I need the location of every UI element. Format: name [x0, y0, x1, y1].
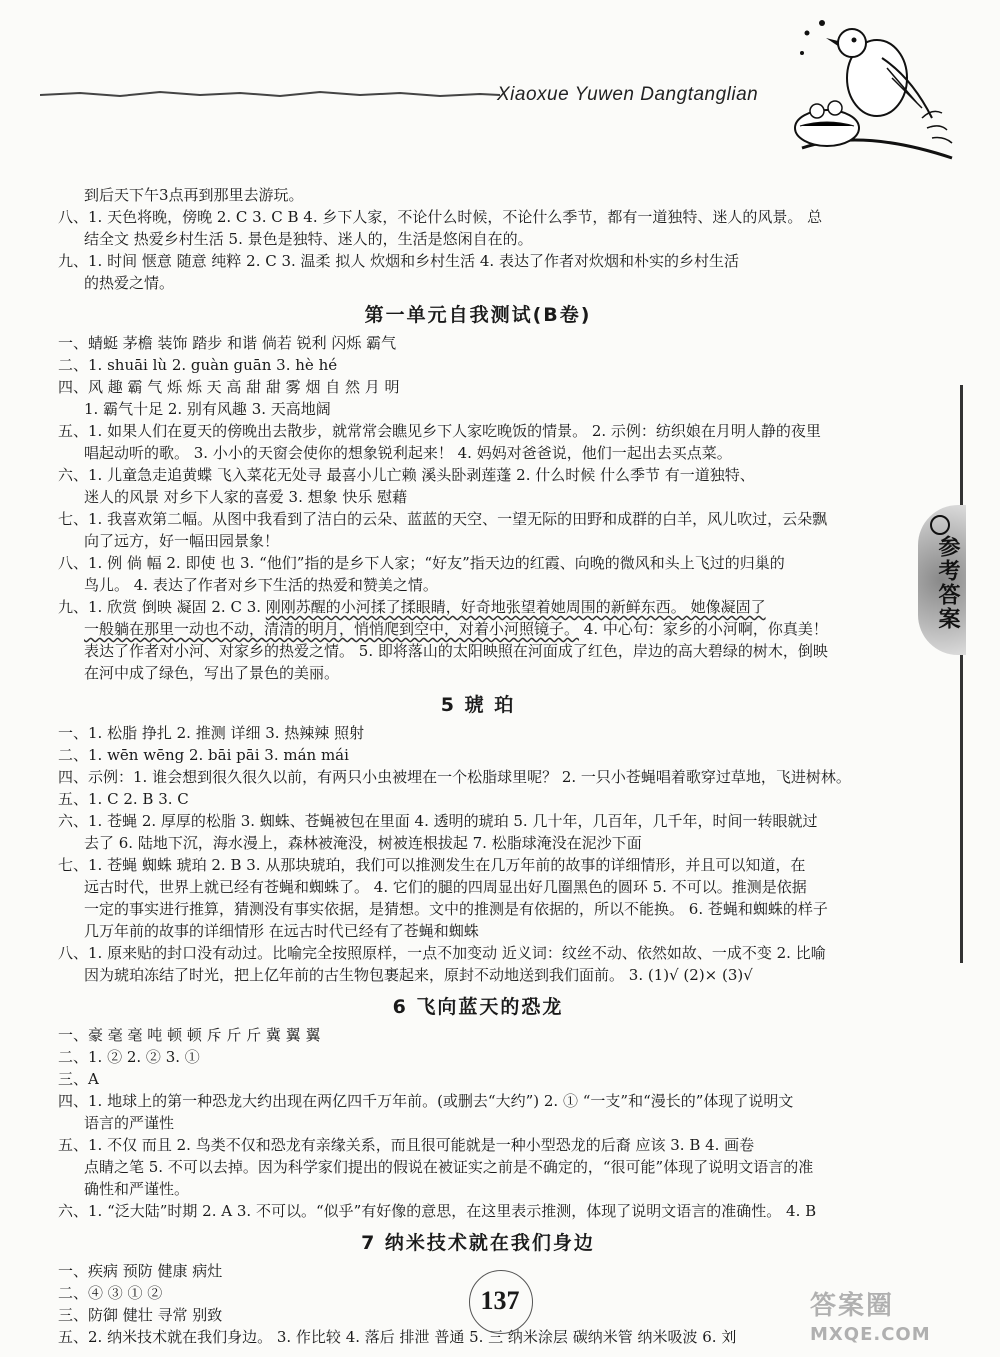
answer-line: 一、蜻蜓 茅檐 装饰 踏步 和谐 倘若 锐利 闪烁 霸气 [58, 334, 397, 352]
answer-line: 到后天下午3点再到那里去游玩。 [84, 186, 304, 204]
watermark [810, 1285, 980, 1345]
top-answers [58, 184, 898, 294]
answer-line: 二、1. ② 2. ② 3. ① [58, 1048, 200, 1066]
answer-line: 九、1. 时间 惬意 随意 纯粹 2. C 3. 温柔 拟人 炊烟和乡村生活 4. 表达了作者对炊烟和朴实的乡村生活 [58, 252, 739, 270]
answer-line: 五、1. 如果人们在夏天的傍晚出去散步，就常常会瞧见乡下人家吃晚饭的情景。 2. 示例：纺织娘在月明人静的夜里 [58, 422, 821, 440]
answer-content [58, 184, 898, 1348]
answer-line: 五、1. C 2. B 3. C [58, 790, 189, 808]
answer-line: 三、防御 健壮 寻常 别致 [58, 1306, 223, 1324]
answer-line: 四、风 趣 霸 气 烁 烁 天 高 甜 甜 雾 烟 自 然 月 明 [58, 378, 400, 396]
header-title: Xiaoxue Yuwen Dangtanglian [497, 84, 759, 105]
answer-line: 在河中成了绿色，写出了景色的美丽。 [84, 664, 340, 682]
answer-line: 七、1. 我喜欢第二幅。从图中我看到了洁白的云朵、蓝蓝的天空、一望无际的田野和成群的白羊，风儿吹过，云朵飘 [58, 510, 828, 528]
side-rule [960, 385, 963, 963]
amber-answers [58, 722, 898, 986]
dinosaur-answers [58, 1024, 898, 1222]
unit1-test-answers [58, 332, 898, 596]
answer-line: 向了远方，好一幅田园景象！ [84, 532, 280, 550]
answer-line: 唱起动听的歌。 3. 小小的天窗会使你的想象锐利起来！ 4. 妈妈对爸爸说，他们一起出去买点菜。 [84, 444, 732, 462]
answer-line: 五、1. 不仅 而且 2. 鸟类不仅和恐龙有亲缘关系，而且很可能就是一种小型恐龙的后裔 应该 3. B 4. 画卷 [58, 1136, 755, 1154]
answer-line: 鸟儿。 4. 表达了作者对乡下生活的热爱和赞美之情。 [84, 576, 438, 594]
answer-line: 一定的事实进行推算，猜测没有事实依据，是猜想。文中的推测是有依据的，所以不能换。 6. 苍蝇和蜘蛛的样子 [84, 900, 828, 918]
answer-line: 八、1. 例 倘 幅 2. 即使 也 3. “他们”指的是乡下人家；“好友”指天边的红霞、向晚的微风和头上飞过的归巢的 [58, 554, 785, 572]
section-title-nanotech: 7 纳米技术就在我们身边 [361, 1232, 595, 1254]
answer-line: 六、1. 苍蝇 2. 厚厚的松脂 3. 蜘蛛、苍蝇被包在里面 4. 透明的琥珀 5. 几十年，几百年，几千年，时间一转眼就过 [58, 812, 818, 830]
bird-nest-illustration [782, 8, 957, 173]
answer-line: 远古时代，世界上就已经有苍蝇和蜘蛛了。 4. 它们的腿的四周显出好几圈黑色的圆环 5. 不可以。推测是依据 [84, 878, 807, 896]
answer-line: 迷人的风景 对乡下人家的喜爱 3. 想象 快乐 慰藉 [84, 488, 408, 506]
answer-line: 确性和严谨性。 [84, 1180, 190, 1198]
answer-line: 的热爱之情。 [84, 274, 175, 292]
answer-line: 点睛之笔 5. 不可以去掉。因为科学家们提出的假说在被证实之前是不确定的，“很可能”体现了说明文语言的准 [84, 1158, 814, 1176]
answer-line: 结全文 热爱乡村生活 5. 景色是独特、迷人的，生活是悠闲自在的。 [84, 230, 533, 248]
answer-line: 语言的严谨性 [84, 1114, 175, 1132]
watermark-logo: 答案圈 [810, 1291, 895, 1321]
answer-line: 一、豪 毫 毫 吨 顿 顿 斥 斤 斤 冀 翼 翼 [58, 1026, 321, 1044]
answer-line: 一、1. 松脂 挣扎 2. 推测 详细 3. 热辣辣 照射 [58, 724, 365, 742]
answer-line: 一般躺在那里一动也不动，清清的明月，悄悄爬到空中，对着小河照镜子。 4. 中心句：家乡的小河啊，你真美！ [84, 620, 828, 638]
answer-line: 四、示例：1. 谁会想到很久很久以前，有两只小虫被埋在一个松脂球里呢？ 2. 一只小苍蝇唱着歌穿过草地，飞进树林。 [58, 768, 851, 786]
header-wavy-line [40, 90, 500, 100]
answer-line: 几万年前的故事的详细情形 在远古时代已经有了苍蝇和蜘蛛 [84, 922, 479, 940]
section-title-unit1-test: 第一单元自我测试(B卷) [364, 304, 592, 326]
answer-line: 四、1. 地球上的第一种恐龙大约出现在两亿四千万年前。(或删去“大约”) 2. ① “一支”和“漫长的”体现了说明文 [58, 1092, 794, 1110]
answer-line: 二、④ ③ ① ② [58, 1284, 163, 1302]
answer-line: 七、1. 苍蝇 蜘蛛 琥珀 2. B 3. 从那块琥珀，我们可以推测发生在几万年前的故事的详细情形，并且可以知道，在 [58, 856, 806, 874]
answer-line: 一、疾病 预防 健康 病灶 [58, 1262, 223, 1280]
answer-line: 八、1. 原来贴的封口没有动过。比喻完全按照原样，一点不加变动 近义词：纹丝不动、依然如故、一成不变 2. 比喻 [58, 944, 826, 962]
answer-line: 二、1. wēn wēng 2. bāi pāi 3. mán mái [58, 746, 349, 764]
answer-line: 八、1. 天色将晚，傍晚 2. C 3. C B 4. 乡下人家，不论什么时候，不论什么季节，都有一道独特、迷人的风景。 总 [58, 208, 823, 226]
answer-line: 因为琥珀冻结了时光，把上亿年前的古生物包裹起来，原封不动地送到我们面前。 3. (1)√ (2)× (3)√ [84, 966, 753, 984]
side-tab [918, 505, 966, 655]
answer-line: 六、1. 儿童急走追黄蝶 飞入菜花无处寻 最喜小儿亡赖 溪头卧剥莲蓬 2. 什么时候 什么季节 有一道独特、 [58, 466, 755, 484]
answer-line: 三、A [58, 1070, 99, 1088]
section-title-dinosaur: 6 飞向蓝天的恐龙 [392, 996, 564, 1018]
answer-line: 六、1. “泛大陆”时期 2. A 3. 不可以。“似乎”有好像的意思，在这里表示推测，体现了说明文语言的准确性。 4. B [58, 1202, 817, 1220]
answer-line: 五、2. 纳米技术就在我们身边。 3. 作比较 4. 落后 排泄 普通 5. 三 纳米涂层 碳纳米管 纳米吸波 6. 刘 [58, 1328, 737, 1346]
side-tab-label: 参考答案 [935, 535, 960, 631]
answer-line: 表达了作者对小河、对家乡的热爱之情。 5. 即将落山的太阳映照在河面成了红色，岸边的高大碧绿的树木，倒映 [84, 642, 828, 660]
page-number: 137 [455, 1270, 545, 1336]
answer-line: 二、1. shuāi lù 2. guàn guān 3. hè hé [58, 356, 338, 374]
answer-line: 九、1. 欣赏 倒映 凝固 2. C 3. 刚刚苏醒的小河揉了揉眼睛，好奇地张望着她周围的新鲜东西。 她像凝固了 [58, 598, 766, 616]
answer-line: 去了 6. 陆地下沉，海水漫上，森林被淹没，树被连根拔起 7. 松脂球淹没在泥沙下面 [84, 834, 642, 852]
answer-line: 1. 霸气十足 2. 别有风趣 3. 天高地阔 [84, 400, 331, 418]
section-title-amber: 5 琥 珀 [440, 694, 516, 716]
watermark-url: MXQE.COM [810, 1324, 931, 1345]
ring-icon [930, 515, 950, 535]
